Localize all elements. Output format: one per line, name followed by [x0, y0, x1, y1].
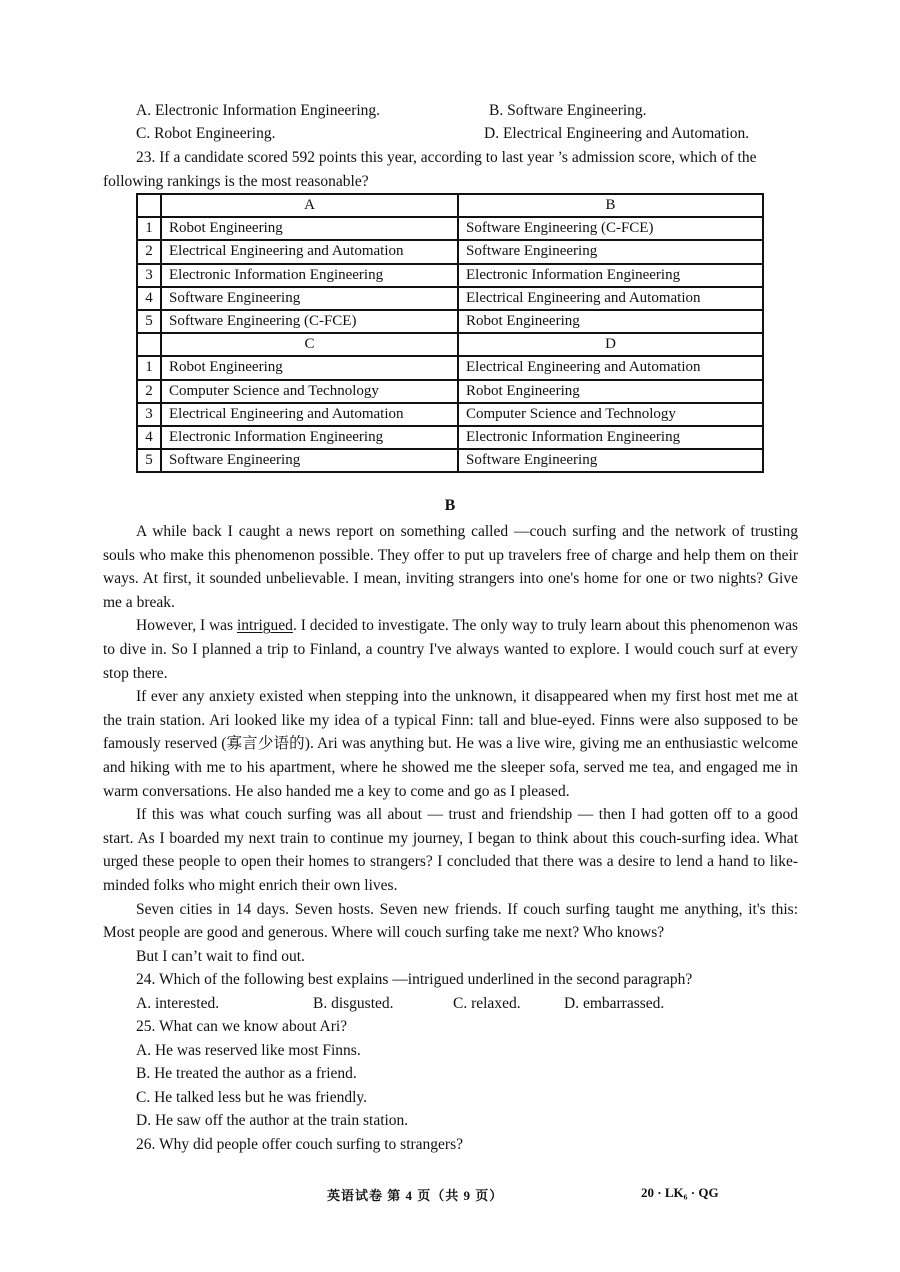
table-cell: Robot Engineering: [458, 310, 763, 333]
rank-number: 2: [137, 380, 161, 403]
table-cell: Software Engineering: [458, 449, 763, 472]
q24-question: 24. Which of the following best explains —intrigued underlined in the second paragraph?: [136, 971, 693, 988]
table-cell: Computer Science and Technology: [161, 380, 458, 403]
table-cell: Robot Engineering: [161, 217, 458, 240]
q25-option-b: B. He treated the author as a friend.: [136, 1065, 357, 1082]
table-row: [137, 240, 763, 263]
q24-option-b: B. disgusted.: [313, 995, 394, 1012]
table-header-row: [137, 333, 763, 356]
table-row: [137, 380, 763, 403]
rank-number: 4: [137, 426, 161, 449]
footer-code: 20 · LK₆ · QG: [641, 1185, 719, 1200]
table-cell: Computer Science and Technology: [458, 403, 763, 426]
paragraph-4: If this was what couch surfing was all about — trust and friendship — then I had gotten off to a good start. As I boarded my next train to continue my journey, I began to think about this couch-surfing idea. What urged these people to open their homes to strangers? I concluded that there was a desire to lend a hand to like-minded folks who might enrich their own lives.: [103, 806, 798, 894]
table-row: [137, 310, 763, 333]
rank-number: 3: [137, 403, 161, 426]
paragraph-5: Seven cities in 14 days. Seven hosts. Seven new friends. If couch surfing taught me anything, it's this: Most people are good and generous. Where will couch surfing take me next? Who knows?: [103, 900, 798, 942]
column-header: D: [458, 333, 763, 356]
rank-number: 2: [137, 240, 161, 263]
table-cell: Robot Engineering: [458, 380, 763, 403]
table-cell: Electronic Information Engineering: [458, 426, 763, 449]
table-cell: Electronic Information Engineering: [161, 264, 458, 287]
footer-page-info: 英语试卷 第 4 页（共 9 页）: [327, 1188, 504, 1203]
table-row: [137, 217, 763, 240]
q23-question-line-2: following rankings is the most reasonable?: [103, 173, 369, 190]
table-cell: Electrical Engineering and Automation: [161, 240, 458, 263]
table-cell: Software Engineering (C-FCE): [458, 217, 763, 240]
q23-question-line-1: 23. If a candidate scored 592 points this year, according to last year ’s admission score, which of the: [136, 149, 757, 166]
table-cell: Software Engineering (C-FCE): [161, 310, 458, 333]
table-cell: Electrical Engineering and Automation: [161, 403, 458, 426]
table-cell: Electronic Information Engineering: [161, 426, 458, 449]
table-cell: Robot Engineering: [161, 356, 458, 379]
table-row: [137, 356, 763, 379]
rank-number: 1: [137, 356, 161, 379]
q22-options-row-2: [136, 124, 796, 144]
rank-number: 1: [137, 217, 161, 240]
ranking-table: [136, 193, 764, 473]
paragraph-1: A while back I caught a news report on something called —couch surfing and the network of trusting souls who make this phenomenon possible. They offer to put up travelers free of charge and help them on their ways. At first, it sounded unbelievable. I mean, inviting strangers into one's home for one or two nights? Give me a break.: [103, 523, 798, 611]
rank-number: 5: [137, 449, 161, 472]
table-cell: Software Engineering: [161, 287, 458, 310]
q24-option-d: D. embarrassed.: [564, 995, 665, 1012]
rank-number: 4: [137, 287, 161, 310]
passage: [103, 520, 798, 968]
table-row: [137, 403, 763, 426]
q25-option-c: C. He talked less but he was friendly.: [136, 1089, 368, 1106]
q24-options: [136, 994, 796, 1014]
table-cell: Electrical Engineering and Automation: [458, 356, 763, 379]
underlined-word: intrigued: [236, 617, 293, 635]
table-row: [137, 426, 763, 449]
column-header: B: [458, 194, 763, 217]
paragraph-6: But I can’t wait to find out.: [136, 947, 305, 965]
q24-option-c: C. relaxed.: [453, 995, 521, 1012]
q22-option-a: A. Electronic Information Engineering.: [136, 102, 381, 119]
paragraph-2: However, I was intrigued. I decided to investigate. The only way to truly learn about this phenomenon was to dive in. So I planned a trip to Finland, a country I've always wanted to explore. I would couch surf at every stop there.: [103, 617, 799, 682]
table-cell: Electrical Engineering and Automation: [458, 287, 763, 310]
q26-question: 26. Why did people offer couch surfing to strangers?: [136, 1136, 463, 1153]
table-cell: Software Engineering: [161, 449, 458, 472]
q22-option-d: D. Electrical Engineering and Automation.: [484, 125, 750, 142]
q24-option-a: A. interested.: [136, 995, 220, 1012]
q25-option-a: A. He was reserved like most Finns.: [136, 1042, 361, 1059]
rank-number: 5: [137, 310, 161, 333]
column-header: C: [161, 333, 458, 356]
table-row: [137, 449, 763, 472]
table-header-row: [137, 194, 763, 217]
table-row: [137, 287, 763, 310]
section-b-title: B: [444, 497, 456, 514]
q25-option-d: D. He saw off the author at the train station.: [136, 1112, 409, 1129]
q22-option-c: C. Robot Engineering.: [136, 125, 276, 142]
rank-number: 3: [137, 264, 161, 287]
q22-options-row-1: [136, 101, 796, 121]
column-header: A: [161, 194, 458, 217]
q25-question: 25. What can we know about Ari?: [136, 1018, 348, 1035]
table-cell: Software Engineering: [458, 240, 763, 263]
table-row: [137, 264, 763, 287]
paragraph-3: If ever any anxiety existed when stepping into the unknown, it disappeared when my first host met me at the train station. Ari looked like my idea of a typical Finn: tall and blue-eyed. Finns were also supposed to be famously reserved (寡言少语的). Ari was anything but. He was a live wire, giving me an enthusiastic welcome and hiking with me to his apartment, where he showed me the sleeper sofa, served me tea, and engaged me in warm conversations. He also handed me a key to come and go as I pleased.: [103, 688, 798, 800]
q22-option-b: B. Software Engineering.: [489, 102, 647, 119]
table-cell: Electronic Information Engineering: [458, 264, 763, 287]
